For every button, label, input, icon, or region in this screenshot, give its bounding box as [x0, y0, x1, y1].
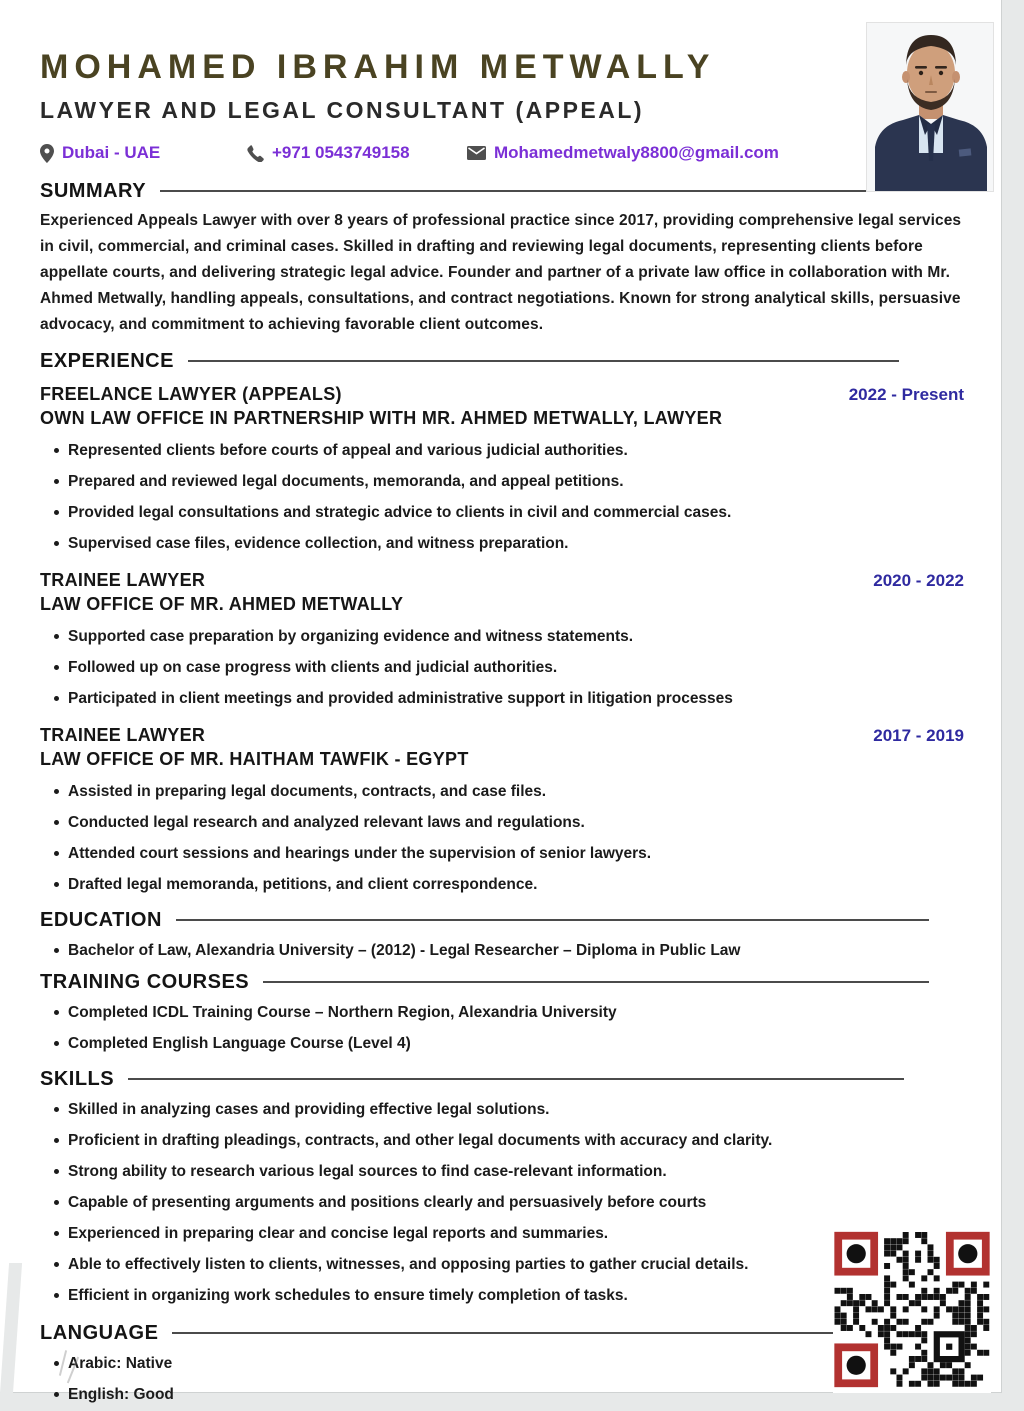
bullet-item: Provided legal consultations and strategic advice to clients in civil and commercial cases.: [40, 498, 964, 529]
bullet-item: Followed up on case progress with clients and judicial authorities.: [40, 653, 964, 684]
bullet-item: English: Good: [40, 1380, 964, 1411]
section-heading-language: [40, 1320, 964, 1346]
bullet-item: Able to effectively listen to clients, witnesses, and opposing parties to gather crucial details.: [40, 1250, 964, 1281]
experience-job-3: [40, 725, 964, 901]
section-rule: [128, 1078, 904, 1080]
envelope-icon: [467, 146, 486, 160]
section-rule: [160, 190, 989, 192]
contact-phone[interactable]: [247, 143, 467, 163]
job-organization: LAW OFFICE OF MR. AHMED METWALLY: [40, 594, 404, 614]
bullet-item: Supported case preparation by organizing evidence and witness statements.: [40, 622, 964, 653]
job-dates: 2022 - Present: [848, 385, 964, 404]
phone-icon: [247, 145, 264, 162]
location-text: Dubai - UAE: [62, 143, 161, 162]
bullet-item: Prepared and reviewed legal documents, memoranda, and appeal petitions.: [40, 467, 964, 498]
bullet-item: Conducted legal research and analyzed relevant laws and regulations.: [40, 808, 964, 839]
bullet-item: Drafted legal memoranda, petitions, and client correspondence.: [40, 870, 964, 901]
job-role-subtitle: LAWYER AND LEGAL CONSULTANT (APPEAL): [40, 97, 645, 123]
training-heading-text: TRAINING COURSES: [40, 970, 250, 993]
bullet-item: Represented clients before courts of appeal and various judicial authorities.: [40, 436, 964, 467]
qr-code: [833, 1228, 991, 1393]
section-rule: [263, 981, 929, 983]
phone-text: +971 0543749158: [272, 143, 410, 162]
section-heading-education: [40, 907, 964, 933]
section-rule: [172, 1332, 842, 1334]
bullet-item: Arabic: Native: [40, 1349, 964, 1380]
job-bullet-list: [40, 436, 964, 560]
job-organization: OWN LAW OFFICE IN PARTNERSHIP WITH MR. AHMED METWALLY, LAWYER: [40, 408, 723, 428]
summary-paragraph: Experienced Appeals Lawyer with over 8 years of professional practice since 2017, providing comprehensive legal services in civil, commercial, and criminal cases. Skilled in drafting and reviewing legal documents, representing clients before appellate courts, and delivering strategic legal advice. Founder and partner of a private law office in collaboration with Mr. Ahmed Metwally, handling appeals, consultations, and contract negotiations. Known for strong analytical skills, persuasive advocacy, and commitment to achieving favorable client outcomes.: [40, 212, 962, 333]
section-heading-summary: [40, 178, 964, 204]
email-text: Mohamedmetwaly8800@gmail.com: [494, 143, 779, 162]
bullet-item: Participated in client meetings and provided administrative support in litigation processes: [40, 684, 964, 715]
language-heading-text: LANGUAGE: [40, 1321, 159, 1344]
job-organization: LAW OFFICE OF MR. HAITHAM TAWFIK - EGYPT: [40, 749, 469, 769]
map-pin-icon: [40, 144, 54, 163]
experience-job-2: [40, 570, 964, 715]
bullet-item: Experienced in preparing clear and concise legal reports and summaries.: [40, 1219, 964, 1250]
job-title: TRAINEE LAWYER: [40, 725, 206, 745]
bullet-item: Skilled in analyzing cases and providing effective legal solutions.: [40, 1095, 964, 1126]
education-bullet-list: [40, 936, 964, 967]
profile-photo: [866, 22, 994, 192]
job-bullet-list: [40, 622, 964, 715]
job-bullet-list: [40, 777, 964, 901]
bullet-item: Bachelor of Law, Alexandria University – (2012) - Legal Researcher – Diploma in Public Law: [40, 936, 964, 967]
section-heading-experience: [40, 348, 964, 374]
job-dates: 2017 - 2019: [873, 726, 964, 745]
experience-heading-text: EXPERIENCE: [40, 349, 174, 372]
section-heading-training: [40, 969, 964, 995]
contact-email[interactable]: [467, 143, 779, 163]
bullet-item: Completed English Language Course (Level 4): [40, 1029, 964, 1060]
bullet-item: Attended court sessions and hearings under the supervision of senior lawyers.: [40, 839, 964, 870]
skills-heading-text: SKILLS: [40, 1067, 115, 1090]
contact-location: [40, 143, 247, 163]
bullet-item: Proficient in drafting pleadings, contracts, and other legal documents with accuracy and clarity.: [40, 1126, 964, 1157]
section-heading-skills: [40, 1066, 964, 1092]
bullet-item: Strong ability to research various legal sources to find case-relevant information.: [40, 1157, 964, 1188]
bullet-item: Efficient in organizing work schedules to ensure timely completion of tasks.: [40, 1281, 964, 1312]
contact-row: [40, 140, 964, 166]
job-dates: 2020 - 2022: [873, 571, 964, 590]
pen-scribble: [56, 1348, 86, 1386]
training-bullet-list: [40, 998, 964, 1060]
summary-heading-text: SUMMARY: [40, 179, 147, 202]
page-title: MOHAMED IBRAHIM METWALLY: [40, 48, 716, 86]
bullet-item: Completed ICDL Training Course – Northern Region, Alexandria University: [40, 998, 964, 1029]
bullet-item: Supervised case files, evidence collection, and witness preparation.: [40, 529, 964, 560]
section-rule: [176, 919, 929, 921]
section-rule: [188, 360, 899, 362]
education-heading-text: EDUCATION: [40, 908, 162, 931]
bullet-item: Capable of presenting arguments and positions clearly and persuasively before courts: [40, 1188, 964, 1219]
language-bullet-list: [40, 1349, 964, 1411]
job-title: FREELANCE LAWYER (APPEALS): [40, 384, 342, 404]
experience-job-1: [40, 384, 964, 560]
job-title: TRAINEE LAWYER: [40, 570, 206, 590]
bullet-item: Assisted in preparing legal documents, contracts, and case files.: [40, 777, 964, 808]
skills-bullet-list: [40, 1095, 964, 1312]
